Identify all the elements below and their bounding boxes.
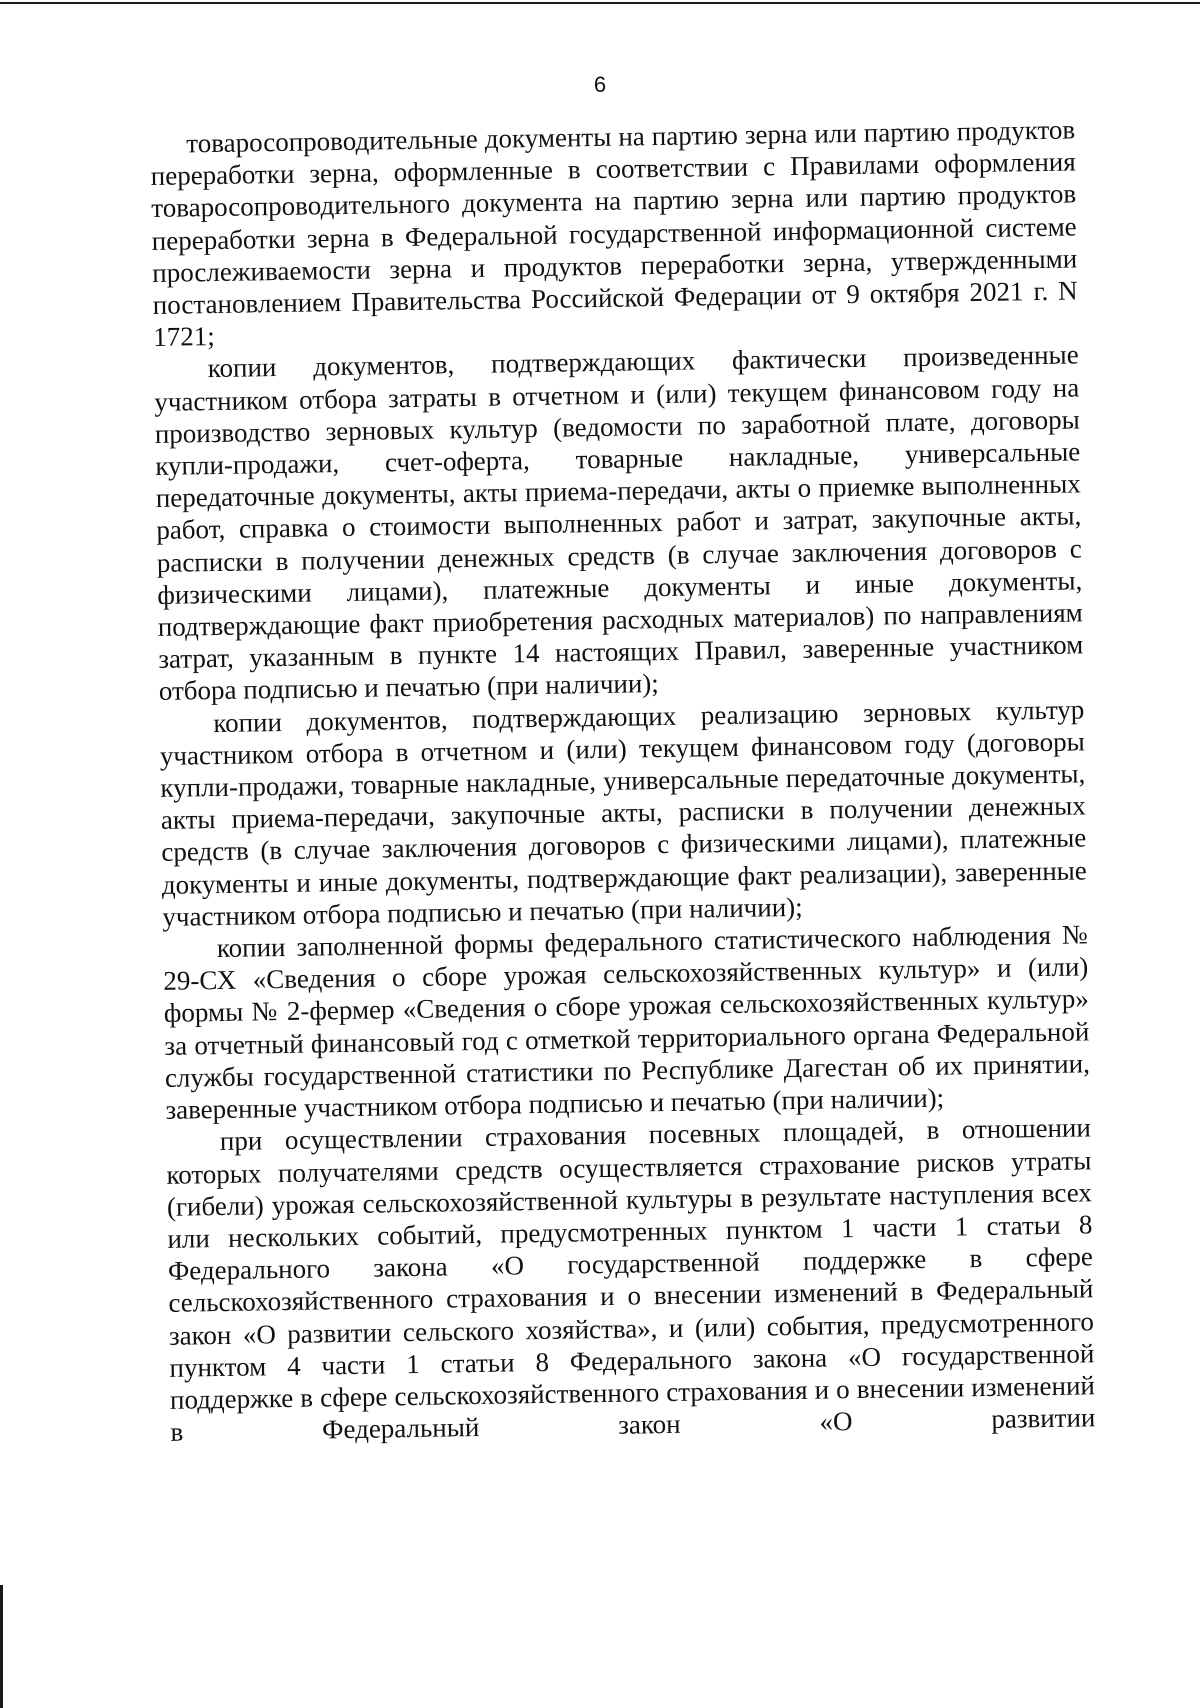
paragraph-1: товаросопроводительные документы на партию зерна или партию продуктов переработки зерна, оформленные в соответствии с Правилами оформления товаросопроводительного документа на партию зерна или партию продуктов переработки зерна в Федеральной государственной информационной системе прослеживаемости зерна и продуктов переработки зерна, утвержденными постановлением Правительства Российской Федерации от 9 октября 2021 г. N 1721; [150, 114, 1078, 353]
scan-left-edge [0, 1585, 3, 1708]
paragraph-3: копии документов, подтверждающих реализацию зерновых культур участником отбора в отчетном и (или) текущем финансовом году (договоры купли-продажи, товарные накладные, универсальные передаточные документы, акты приема-передачи, закупочные акты, расписки в получении денежных средств (в случае заключения договоров с физическими лицами), платежные документы и иные документы, подтверждающие факт реализации), заверенные участником отбора подписью и печатью (при наличии); [159, 694, 1088, 932]
scan-top-edge [0, 2, 1200, 4]
paragraph-2: копии документов, подтверждающих фактически произведенные участником отбора затраты в отчетном и (или) текущем финансовом году на производство зерновых культур (ведомости по заработной плате, договоры купли-продажи, счет-оферта, товарные накладные, универсальные передаточные документы, акты приема-передачи, акты о приемке выполненных работ, справка о стоимости выполненных работ и затрат, закупочные акты, расписки в получении денежных средств (в случае заключения договоров с физическими лицами), платежные документы и иные документы, подтверждающие факт приобретения расходных материалов) по направлениям затрат, указанным в пункте 14 настоящих Правил, заверенные участником отбора подписью и печатью (при наличии); [154, 339, 1084, 707]
document-body [150, 113, 1096, 1448]
paragraph-5: при осуществлении страхования посевных площадей, в отношении которых получателями средств осуществляется страхование рисков утраты (гибели) урожая сельскохозяйственной культуры в результате наступления всех или нескольких событий, предусмотренных пунктом 1 части 1 статьи 8 Федерального закона «О государственной поддержке в сфере сельскохозяйственного страхования и о внесении изменений в Федеральный закон «О развитии сельского хозяйства», и (или) события, предусмотренного пунктом 4 части 1 статьи 8 Федерального закона «О государственной поддержке в сфере сельскохозяйственного страхования и о внесении изменений в Федеральный закон «О развитии [166, 1112, 1096, 1447]
paragraph-4: копии заполненной формы федерального статистического наблюдения № 29-СХ «Сведения о сборе урожая сельскохозяйственных культур» и (или) формы № 2-фермер «Сведения о сборе урожая сельскохозяйственных культур» за отчетный финансовый год с отметкой территориального органа Федеральной службы государственной статистики по Республике Дагестан об их принятии, заверенные участником отбора подписью и печатью (при наличии); [163, 919, 1091, 1125]
page-number: 6 [593, 72, 607, 97]
